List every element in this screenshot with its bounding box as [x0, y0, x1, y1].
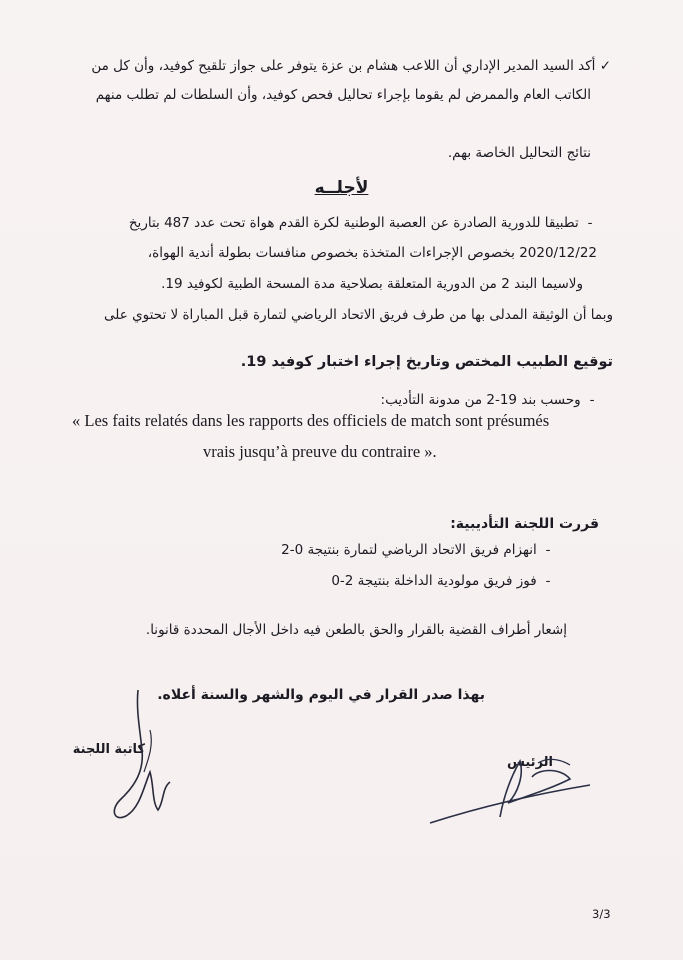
- decision-text: فوز فريق مولودية الداخلة بنتيجة 2-0: [331, 573, 537, 589]
- reason-line: [381, 390, 599, 410]
- checkmark-icon: ✓: [599, 58, 611, 74]
- quote-line: « Les faits relatés dans les rapports des officiels de match sont présumés: [72, 411, 550, 430]
- president-signature: [420, 745, 600, 835]
- page-number: 3/3: [592, 907, 611, 921]
- decision-item: [331, 571, 555, 591]
- paragraph-text: أكد السيد المدير الإداري أن اللاعب هشام بن عزة يتوفر على جواز تلقيح كوفيد، وأن كل من: [91, 58, 596, 74]
- reason-line: 2020/12/22 بخصوص الإجراءات المتخذة بخصوص منافسات بطولة أندية الهواة،: [147, 245, 597, 261]
- notice-text: إشعار أطراف القضية بالقرار والحق بالطعن فيه داخل الأجال المحددة قانونا.: [145, 622, 567, 638]
- decision-item: [281, 540, 555, 560]
- dash-bullet: -: [587, 215, 593, 231]
- dash-bullet: -: [589, 392, 595, 408]
- reason-text: وحسب بند 19-2 من مدونة التأديب:: [380, 392, 581, 408]
- section-heading: لأجلــه: [314, 178, 369, 198]
- closing-text: بهذا صدر القرار في اليوم والشهر والسنة أعلاه.: [157, 687, 485, 703]
- reason-line: [129, 213, 597, 233]
- decision-text: انهزام فريق الاتحاد الرياضي لتمارة بنتيجة 0-2: [281, 542, 537, 558]
- secretary-label: كاتبة اللجنة: [72, 742, 145, 757]
- paragraph-line: الكاتب العام والممرض لم يقوما بإجراء تحاليل فحص كوفيد، وأن السلطات لم تطلب منهم: [95, 87, 591, 103]
- reason-text: تطبيقا للدورية الصادرة عن العصبة الوطنية لكرة القدم هواة تحت عدد 487 بتاريخ: [128, 215, 579, 231]
- dash-bullet: -: [545, 573, 551, 589]
- decision-title: قررت اللجنة التأديبية:: [450, 516, 599, 532]
- reason-line-bold: توقيع الطبيب المختص وتاريخ إجراء اختبار كوفيد 19.: [240, 354, 613, 370]
- quote-line: vrais jusqu’à preuve du contraire ».: [203, 442, 437, 461]
- secretary-signature: [100, 690, 200, 830]
- dash-bullet: -: [545, 542, 551, 558]
- paragraph-line: نتائج التحاليل الخاصة بهم.: [447, 145, 591, 161]
- reason-line: وبما أن الوثيقة المدلى بها من طرف فريق الاتحاد الرياضي لتمارة قبل المباراة لا تحتوي على: [104, 307, 613, 323]
- president-label: الرئيس: [507, 755, 553, 770]
- paragraph-line: [91, 56, 611, 76]
- reason-line: ولاسيما البند 2 من الدورية المتعلقة بصلاحية مدة المسحة الطبية لكوفيد 19.: [161, 276, 583, 292]
